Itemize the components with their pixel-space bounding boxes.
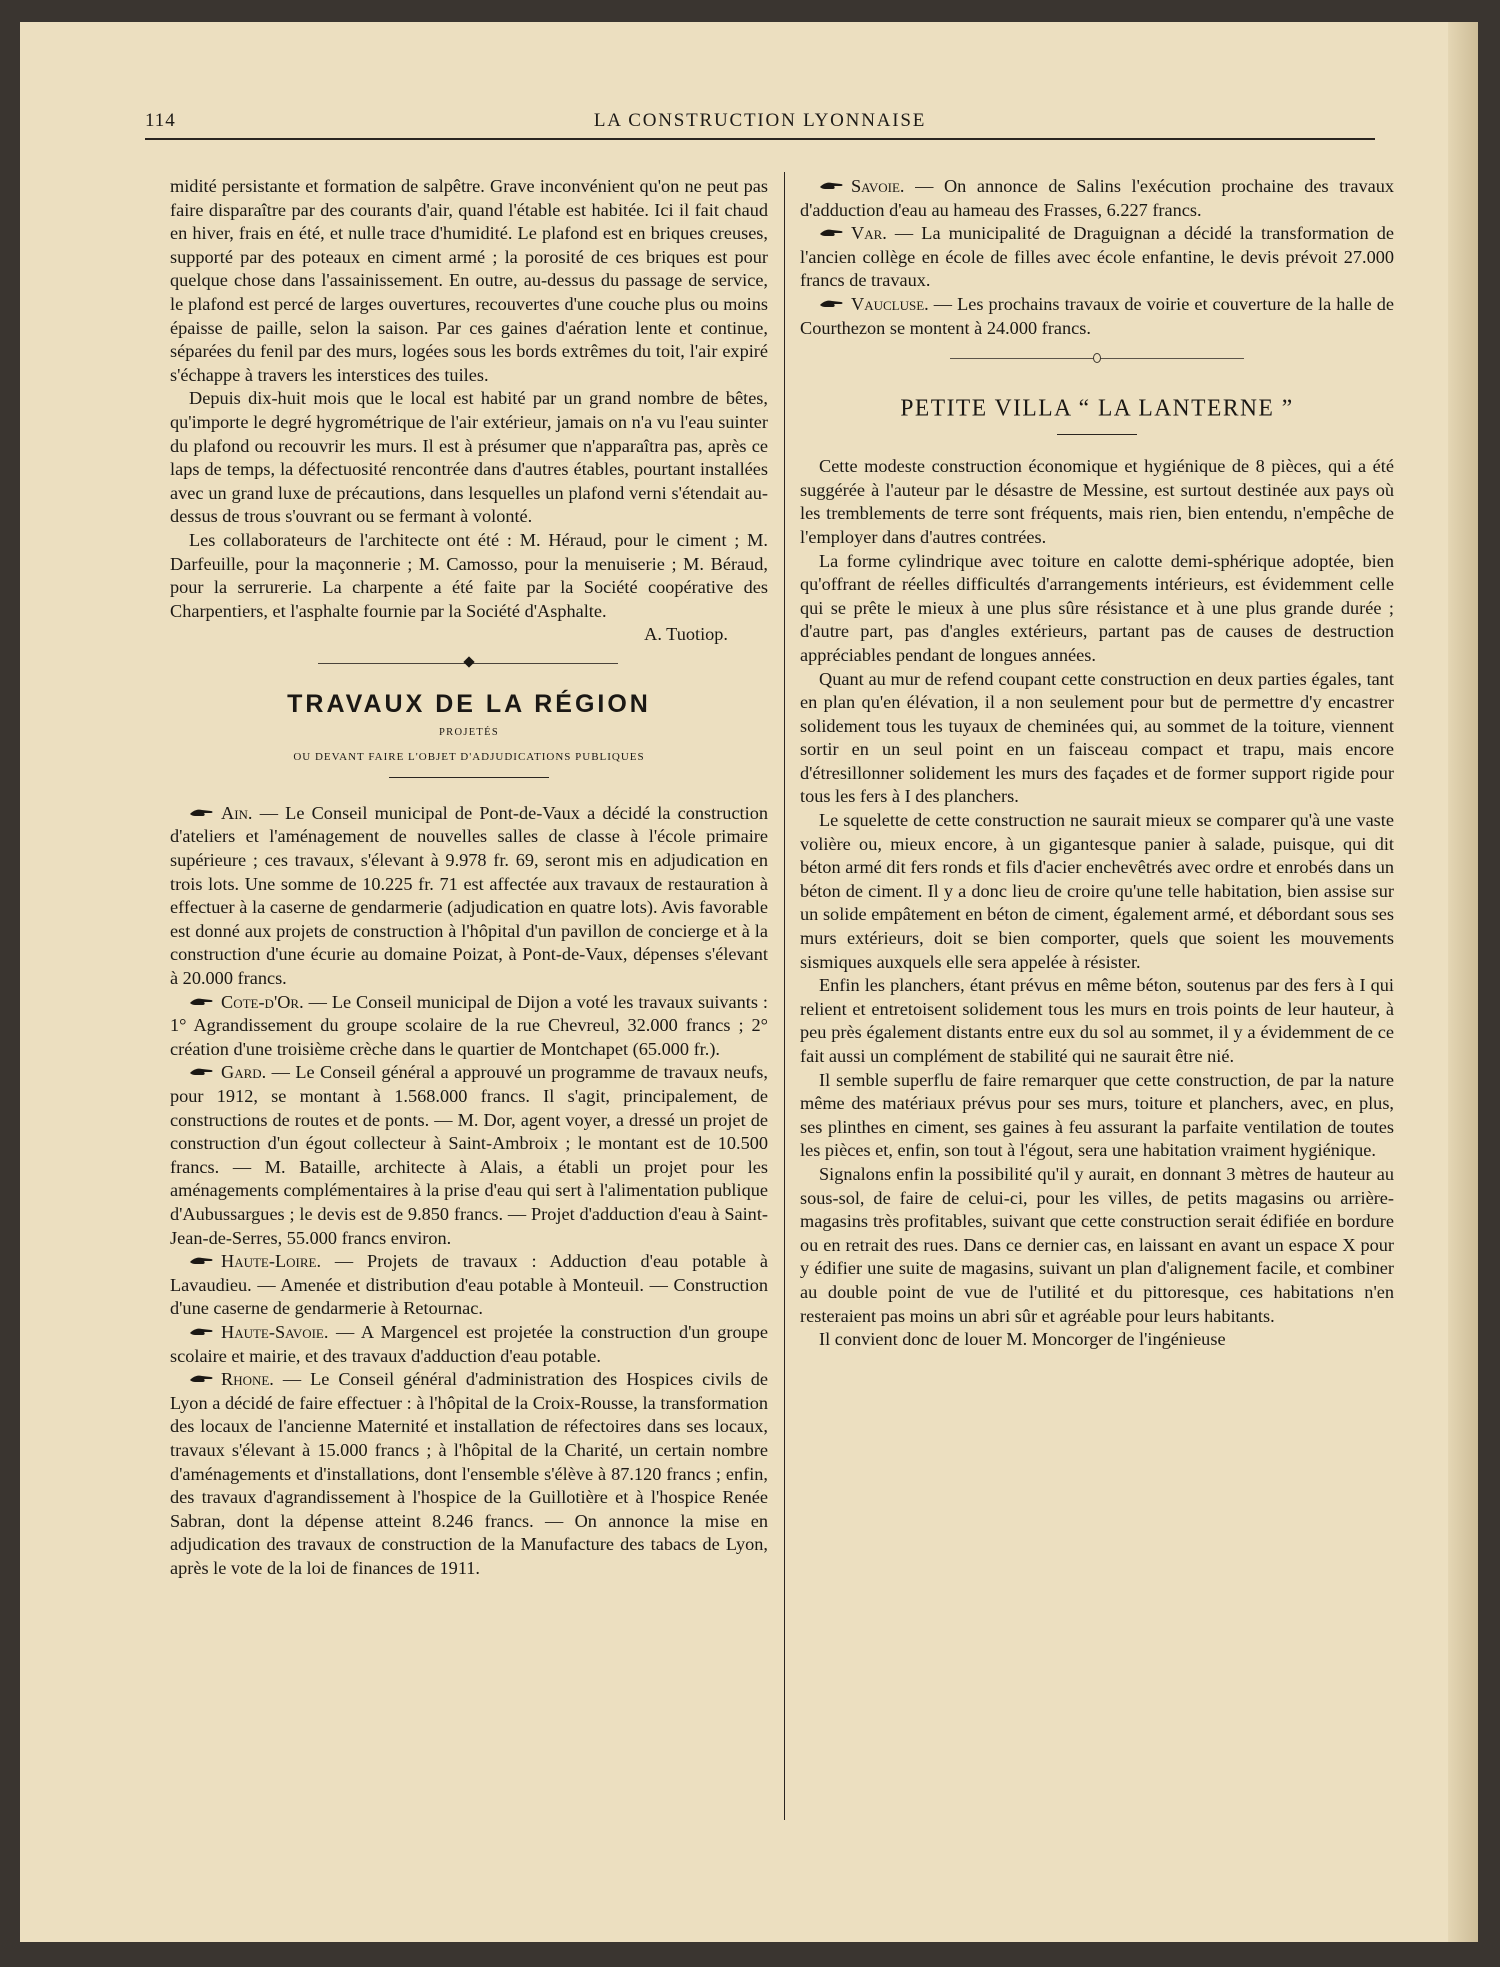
entry-savoie: [800, 175, 1394, 222]
section-separator: [800, 340, 1394, 380]
entry-text: — A Margencel est projetée la construction d'un groupe scolaire et mairie, et des travaux d'adduction d'eau potable.: [170, 1321, 768, 1366]
entry-label: Vaucluse.: [851, 293, 929, 314]
author-signature: A. Tuotiop.: [644, 624, 728, 645]
entry-text: — On annonce de Salins l'exécution prochaine des travaux d'adduction d'eau au hameau des Frasses, 6.227 francs.: [800, 176, 1394, 220]
entry-label: Savoie.: [851, 176, 905, 196]
entry-haute-savoie: [170, 1321, 768, 1368]
entry-label: Var.: [851, 223, 887, 244]
entry-label: Haute-Loire.: [221, 1251, 322, 1272]
paragraph: midité persistante et formation de salpêtre. Grave inconvénient qu'on ne peut pas faire disparaître par des courants d'air, quand l'étable est habitée. Ici il fait chaud en hiver, frais en été, et nulle trace d'humidité. Le plafond est en briques creuses, supporté par des poteaux en ciment armé ; la porosité de ces briques est pour quelque chose dans l'assainissement. En outre, au-dessus du passage de service, le plafond est percé de larges ouvertures, recouvertes d'une couche plus ou moins épaisse de paille, selon la saison. Par ces gaines d'aération lente et continue, séparées du fenil par des murs, logées sous les bords extrêmes du toit, l'air expiré s'échappe à travers les interstices des tuiles.: [170, 176, 768, 385]
pointing-hand-icon: [189, 1374, 215, 1384]
entry-text: — Les prochains travaux de voirie et couverture de la halle de Courthezon se montent à 24.000 francs.: [800, 293, 1394, 338]
pointing-hand-icon: [819, 228, 845, 238]
left-column: [170, 175, 768, 1580]
paragraph: Enfin les planchers, étant prévus en même béton, soutenus par des fers à I qui relient et entretoisent solidement tous les murs en trois points de leur hauteur, à peu près également distants entre eux du sol au sommet, il y a évidemment de ce fait aussi un complément de stabilité qui ne saurait être nié.: [800, 975, 1394, 1066]
paragraph: Le squelette de cette construction ne saurait mieux se comparer qu'à une vaste volière ou, mieux encore, à un gigantesque panier à salade, puisque, qui dit béton armé dit fers ronds et fils d'acier enchevêtrés avec ordre et enrobés dans un béton de ciment. Il y a donc lieu de croire qu'une telle habitation, bien assise sur un solide empâtement en béton de ciment, également armé, et débordant sous ses murs extérieurs, doit se bien comporter, quels que soient les mouvements sismiques auxquels elle sera appelée à résister.: [800, 810, 1394, 972]
entry-text: — Le Conseil municipal de Pont-de-Vaux a décidé la construction d'ateliers et l'aménagement de nouvelles salles de classe à l'école primaire supérieure ; ces travaux, s'élevant à 9.978 fr. 69, seront mis en adjudication en trois lots. Une somme de 10.225 fr. 71 est affectée aux travaux de restauration à effectuer à la caserne de gendarmerie (adjudication en quatre lots). Avis favorable est donné aux projets de construction à l'hôpital d'un pavillon de concierge et à la construction d'une écurie au domaine Poizat, à Pont-de-Vaux, dépenses s'élevant à 20.000 francs.: [170, 802, 768, 989]
pointing-hand-icon: [819, 181, 845, 191]
entry-cote-dor: [170, 991, 768, 1062]
page-number: 114: [145, 110, 176, 131]
right-column: [800, 175, 1394, 1352]
entry-text: — Le Conseil général d'administration des Hospices civils de Lyon a décidé de faire effectuer : à l'hôpital de la Croix-Rousse, la transformation des locaux de l'ancienne Maternité et installation de réfectoires dans ses locaux, travaux s'élevant à 15.000 francs ; à l'hôpital de la Charité, un certain nombre d'aménagements et d'installations, dont l'ensemble s'élève à 87.120 francs ; enfin, des travaux d'agrandissement à l'hospice de la Guillotière et à l'hospice Renée Sabran, dont la dépense atteint 8.246 francs. — On annonce la mise en adjudication des travaux de construction de la Manufacture des tabacs de Lyon, après le vote de la loi de finances de 1911.: [170, 1369, 768, 1578]
article-title: PETITE VILLA “ LA LANTERNE ”: [900, 394, 1294, 422]
pointing-hand-icon: [189, 1256, 215, 1266]
title-rule: [1057, 434, 1137, 435]
entry-text: — La municipalité de Draguignan a décidé la transformation de l'ancien collège en école de filles avec école enfantine, le devis prévoit 27.000 francs de travaux.: [800, 223, 1394, 291]
pointing-hand-icon: [819, 299, 845, 309]
pointing-hand-icon: [189, 997, 215, 1007]
column-divider: [784, 172, 785, 1820]
section-subtitle: OU DEVANT FAIRE L'OBJET D'ADJUDICATIONS PUBLIQUES: [293, 750, 645, 763]
paragraph: Les collaborateurs de l'architecte ont été : M. Héraud, pour le ciment ; M. Darfeuille, pour la maçonnerie ; M. Camosso, pour la menuiserie ; M. Béraud, pour la serrurerie. La charpente a été faite par la Société coopérative des Charpentiers, et l'asphalte fournie par la Société d'Asphalte.: [170, 529, 768, 621]
entry-text: — Projets de travaux : Adduction d'eau potable à Lavaudieu. — Amenée et distribution d'eau potable à Monteuil. — Construction d'une caserne de gendarmerie à Retournac.: [170, 1251, 768, 1319]
header-rule: [145, 138, 1375, 140]
entry-haute-loire: [170, 1250, 768, 1321]
entry-var: [800, 222, 1394, 293]
entry-text: — Le Conseil municipal de Dijon a voté les travaux suivants : 1° Agrandissement du groupe scolaire de la rue Chevreul, 32.000 francs ; 2° création d'une troisième crèche dans le quartier de Montchapet (65.000 fr.).: [170, 991, 768, 1059]
journal-title: LA CONSTRUCTION LYONNAISE: [593, 110, 927, 131]
entry-label: Haute-Savoie.: [221, 1321, 329, 1342]
entry-vaucluse: [800, 293, 1394, 340]
title-rule: [389, 777, 549, 778]
entry-text: — Le Conseil général a approuvé un programme de travaux neufs, pour 1912, se montant à 1.568.000 francs. Il s'agit, principalement, de constructions de routes et de ponts. — M. Dor, agent voyer, a dressé un projet de construction d'un égout collecteur à Saint-Ambroix ; le montant est de 10.500 francs. — M. Bataille, architecte à Alais, a établi un projet pour les aménagements complémentaires à la prise d'eau qui sert à l'alimentation publique d'Aubussargues ; le devis est de 9.850 francs. — Projet d'adduction d'eau à Saint-Jean-de-Serres, 55.000 francs environ.: [170, 1062, 768, 1248]
running-header: [145, 104, 1375, 144]
paragraph: Depuis dix-huit mois que le local est habité par un grand nombre de bêtes, qu'importe le degré hygrométrique de l'air extérieur, jamais on n'a vu l'eau suinter du plafond ou recouvrir les murs. Il est à présumer que n'apparaîtra pas, après ce laps de temps, la défectuosité rencontrée dans d'autres étables, pourtant installées avec un grand luxe de précautions, dans lesquelles un plafond verni s'étendait au-dessus de trous s'ouvrant ou se fermant à volonté.: [170, 388, 768, 527]
pointing-hand-icon: [189, 1067, 215, 1077]
section-title: TRAVAUX DE LA RÉGION: [287, 689, 651, 718]
pointing-hand-icon: [189, 1327, 215, 1337]
entry-gard: [170, 1061, 768, 1250]
paragraph: Quant au mur de refend coupant cette construction en deux parties égales, tant en plan qu'en élévation, il a non seulement pour but de permettre d'y encastrer solidement tous les tuyaux de cheminées qui, au sommet de la toiture, viennent sortir en un seul point en un faisceau compact et trapu, mais encore d'étresillonner solidement les murs des façades et de former support rigide pour tous les fers à I des planchers.: [800, 668, 1394, 807]
paragraph: Signalons enfin la possibilité qu'il y aurait, en donnant 3 mètres de hauteur au sous-sol, de faire de celui-ci, pour les villes, de petits magasins ou arrière-magasins très profitables, suivant que cette construction serait édifiée en bordure ou en retrait des rues. Dans ce dernier cas, en laissant en avant un espace X pour y édifier une suite de magasins, suivant un plan d'alignement facile, et combiner au double point de vue de l'utilité et du pittoresque, ces habitations n'en resteraient pas moins un abri sûr et agréable pour leurs habitants.: [800, 1163, 1394, 1326]
entry-label: Gard.: [221, 1062, 267, 1083]
book-spine: [1448, 22, 1478, 1942]
entry-rhone: [170, 1368, 768, 1580]
entry-label: Cote-d'Or.: [221, 991, 304, 1012]
entry-ain: [170, 802, 768, 991]
pointing-hand-icon: [189, 808, 215, 818]
section-subtitle: PROJETÉS: [439, 726, 499, 738]
entry-label: Rhone.: [221, 1369, 274, 1390]
paragraph: Il convient donc de louer M. Moncorger de l'ingénieuse: [819, 1329, 1226, 1350]
paragraph: La forme cylindrique avec toiture en calotte demi-sphérique adoptée, bien qu'offrant de réelles difficultés d'arrangements intérieurs, est évidemment celle qui se prête le mieux à une plus sûre résistance et à une plus grande durée ; d'autre part, pas d'angles extérieurs, partant pas de causes de destruction appréciables pendant de longues années.: [800, 550, 1394, 665]
entry-label: Ain.: [221, 802, 253, 823]
section-separator: [170, 647, 768, 683]
paragraph: Il semble superflu de faire remarquer que cette construction, de par la nature même des matériaux prévus pour ses murs, toiture et planchers, avec, en plus, ses plinthes en ciment, ses gaines à feu assurant la parfaite ventilation de toutes les pièces et, enfin, son tout à l'égout, sera une habitation vraiment hygiénique.: [800, 1069, 1394, 1161]
paragraph: Cette modeste construction économique et hygiénique de 8 pièces, qui a été suggérée à l'auteur par le désastre de Messine, est surtout destinée aux pays où les tremblements de terre sont fréquents, mais rien, bien entendu, n'empêche de l'employer dans d'autres contrées.: [800, 456, 1394, 547]
